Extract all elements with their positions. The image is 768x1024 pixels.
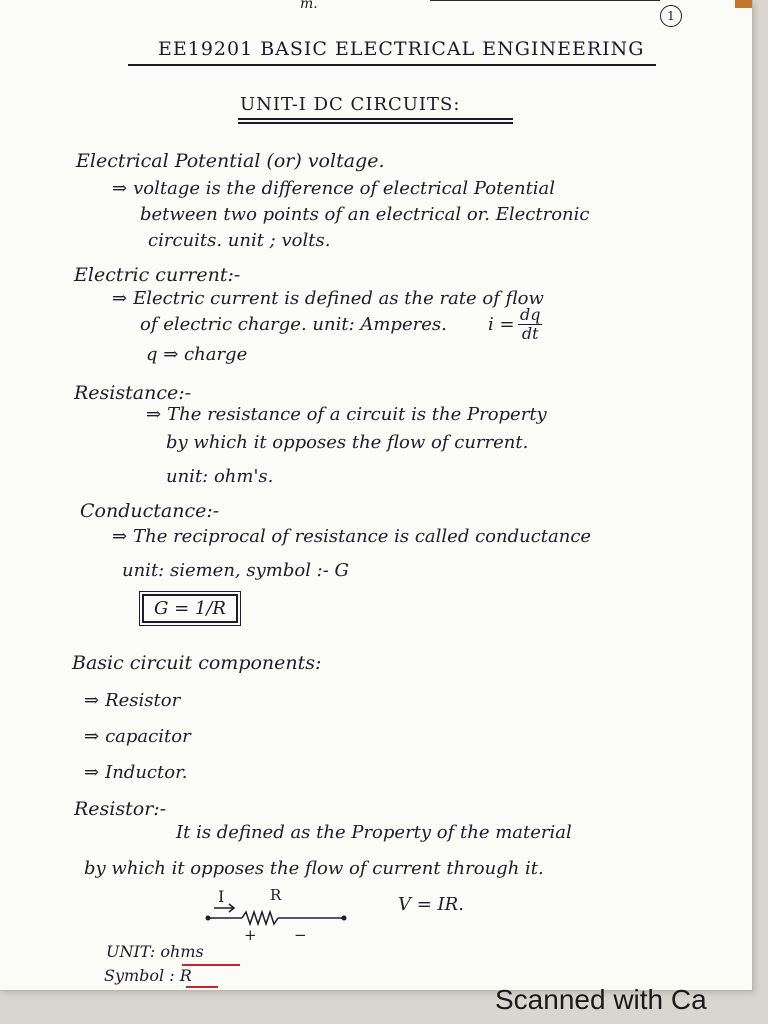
current-label: I bbox=[218, 887, 225, 906]
resistance-heading: Resistance:- bbox=[74, 382, 192, 404]
potential-line-2: between two points of an electrical or. Electronic bbox=[140, 204, 590, 225]
conductance-line-1 bbox=[112, 526, 591, 547]
resistor-line-2: by which it opposes the flow of current through it. bbox=[84, 858, 544, 879]
component-label: Resistor bbox=[105, 690, 181, 711]
current-heading: Electric current:- bbox=[74, 264, 241, 286]
unit-line: UNIT: ohms bbox=[106, 942, 204, 961]
unit-underline bbox=[238, 118, 513, 120]
component-item-3 bbox=[84, 762, 187, 783]
conductance-line-2: unit: siemen, symbol :- G bbox=[122, 560, 349, 581]
fraction-denominator: dt bbox=[521, 324, 539, 343]
resistor-label: R bbox=[270, 886, 282, 904]
components-heading: Basic circuit components: bbox=[72, 652, 322, 674]
symbol-red-underline bbox=[186, 986, 218, 988]
resistor-zigzag-icon bbox=[242, 912, 278, 924]
current-line-3: q ⇒ charge bbox=[146, 344, 248, 365]
component-item-2 bbox=[84, 726, 191, 747]
component-label: capacitor bbox=[105, 726, 191, 747]
resistor-circuit-diagram bbox=[200, 880, 370, 944]
potential-line-3: circuits. unit ; volts. bbox=[148, 230, 331, 251]
conductance-heading: Conductance:- bbox=[80, 500, 220, 522]
arrow-icon: ⇒ bbox=[112, 178, 128, 199]
arrow-icon: ⇒ bbox=[84, 690, 100, 711]
scanner-watermark: Scanned with Ca bbox=[495, 984, 707, 1015]
resistor-heading: Resistor:- bbox=[74, 798, 167, 820]
current-line-2: of electric charge. unit: Amperes. bbox=[140, 314, 447, 335]
arrow-icon: ⇒ bbox=[112, 288, 128, 309]
terminal-right bbox=[342, 916, 347, 921]
page-number: 1 bbox=[660, 5, 682, 27]
corner-tab bbox=[735, 0, 752, 8]
resistance-text-1: The resistance of a circuit is the Property bbox=[167, 404, 547, 425]
plus-sign: + bbox=[244, 926, 257, 944]
current-line-1 bbox=[112, 288, 544, 309]
fraction-numerator: dq bbox=[520, 305, 541, 324]
resistance-line-2: by which it opposes the flow of current. bbox=[166, 432, 529, 453]
resistance-line-3: unit: ohm's. bbox=[166, 466, 274, 487]
symbol-line: Symbol : R bbox=[104, 966, 192, 985]
potential-text-1: voltage is the difference of electrical Potential bbox=[133, 178, 556, 199]
top-edge-bar bbox=[430, 0, 660, 1]
unit-heading: UNIT-I DC CIRCUITS: bbox=[240, 94, 461, 115]
potential-heading: Electrical Potential (or) voltage. bbox=[76, 150, 385, 172]
unit-underline-2 bbox=[238, 122, 513, 124]
resistance-line-1 bbox=[146, 404, 547, 425]
conductance-text-1: The reciprocal of resistance is called conductance bbox=[133, 526, 592, 547]
page-title: EE19201 BASIC ELECTRICAL ENGINEERING bbox=[158, 38, 645, 60]
formula-lhs: i = bbox=[488, 314, 515, 335]
current-formula-fraction bbox=[518, 306, 542, 343]
title-underline bbox=[128, 64, 656, 66]
arrow-icon: ⇒ bbox=[84, 762, 100, 783]
potential-line-1 bbox=[112, 178, 555, 199]
arrow-icon: ⇒ bbox=[84, 726, 100, 747]
component-label: Inductor. bbox=[105, 762, 188, 783]
current-text-1: Electric current is defined as the rate of flow bbox=[133, 288, 544, 309]
ohms-law-equation: V = IR. bbox=[398, 894, 464, 915]
arrow-icon: ⇒ bbox=[112, 526, 128, 547]
arrow-icon: ⇒ bbox=[146, 404, 162, 425]
top-mark: m. bbox=[300, 0, 318, 12]
conductance-formula-box: G = 1/R bbox=[142, 594, 238, 623]
component-item-1 bbox=[84, 690, 180, 711]
resistor-line-1: It is defined as the Property of the material bbox=[176, 822, 572, 843]
minus-sign: − bbox=[294, 926, 307, 944]
